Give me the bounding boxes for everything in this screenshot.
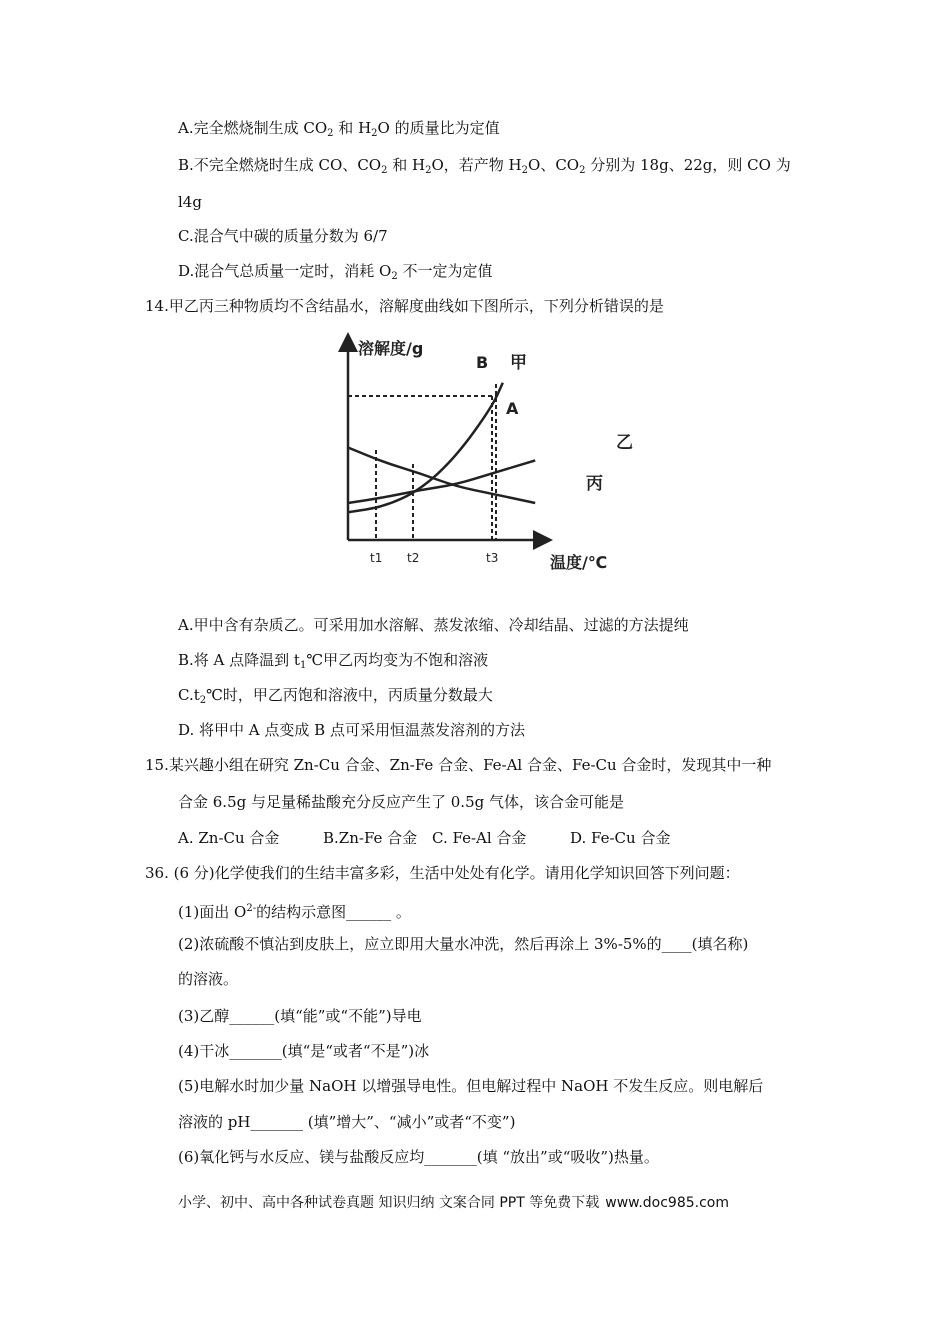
solubility-chart: [318, 332, 638, 578]
q14-c-text-2: ℃时，甲乙丙饱和溶液中，丙质量分数最大: [206, 686, 493, 704]
x-tick-t2: t2: [407, 551, 420, 565]
series-jia-curve: [348, 383, 503, 513]
q13-b-text-4: O、CO: [528, 156, 580, 174]
q13-a-text-3: O 的质量比为定值: [377, 119, 500, 137]
q15-option-d: D. Fe-Cu 合金: [570, 829, 671, 847]
x-tick-t1: t1: [370, 551, 383, 565]
q13-option-c: C.混合气中碳的质量分数为 6/7: [178, 227, 388, 245]
q13-option-a: [178, 118, 500, 144]
footer-text: 小学、初中、高中各种试卷真题 知识归纳 文案合同 PPT 等免费下载: [178, 1195, 600, 1211]
q15-stem-2: 合金 6.5g 与足量稀盐酸充分反应产生了 0.5g 气体，该合金可能是: [178, 793, 624, 811]
x-axis-label: 温度/℃: [550, 553, 608, 572]
series-yi-label: 乙: [616, 433, 633, 453]
subscript: 1: [299, 660, 307, 671]
series-jia-label: 甲: [510, 353, 527, 373]
q13-option-d: [178, 261, 492, 287]
q13-d-text-1: D.混合气总质量一定时，消耗 O: [178, 262, 392, 280]
q14-option-b: [178, 650, 488, 676]
q13-option-b-cont: l4g: [178, 193, 202, 211]
q14-option-a: A.甲中含有杂质乙。可采用加水溶解、蒸发浓缩、冷却结晶、过滤的方法提纯: [178, 616, 689, 634]
q13-option-b: [178, 155, 791, 181]
q14-b-text-1: B.将 A 点降温到 t: [178, 651, 300, 669]
q13-a-text-1: A.完全燃烧制生成 CO: [178, 119, 328, 137]
q14-option-c: [178, 685, 493, 711]
point-b-label: B: [476, 353, 489, 372]
q14-c-text-1: C.t: [178, 686, 200, 704]
y-axis-label: 溶解度/g: [358, 339, 424, 358]
subscript: 2: [381, 165, 388, 176]
q36-stem: 36. (6 分)化学使我们的生结丰富多彩，生活中处处有化学。请用化学知识回答下列问题：: [145, 864, 740, 882]
q14-option-d: D. 将甲中 A 点变成 B 点可采用恒温蒸发溶剂的方法: [178, 721, 525, 739]
q15-option-a: A. Zn-Cu 合金: [178, 829, 280, 847]
subscript: 2: [391, 271, 398, 282]
subscript: 2: [327, 128, 334, 139]
point-a-label: A: [506, 399, 519, 418]
subscript: 2: [371, 128, 378, 139]
q36-1-text-2: 的结构示意图______ 。: [256, 903, 411, 921]
q15-stem-1: 15.某兴趣小组在研究 Zn-Cu 合金、Zn-Fe 合金、Fe-Al 合金、Fe-Cu 合金时，发现其中一种: [145, 756, 772, 774]
q13-d-text-2: 不一定为定值: [397, 262, 493, 280]
subscript: 2: [199, 695, 207, 706]
q13-a-text-2: 和 H: [333, 119, 372, 137]
q14-b-text-2: ℃甲乙丙均变为不饱和溶液: [306, 651, 489, 669]
q15-option-c: C. Fe-Al 合金: [432, 829, 527, 847]
subscript: 2: [579, 165, 586, 176]
subscript: 2: [425, 165, 432, 176]
q13-b-text-1: B.不完全燃烧时生成 CO、CO: [178, 156, 382, 174]
q15-option-b: B.Zn-Fe 合金: [323, 829, 418, 847]
footer-link[interactable]: www.doc985.com: [605, 1195, 729, 1211]
subscript: 2: [521, 165, 529, 176]
q36-sub-5a: (5)电解水时加少量 NaOH 以增强导电性。但电解过程中 NaOH 不发生反应。则电解后: [178, 1077, 764, 1095]
q36-sub-2b: 的溶液。: [178, 970, 239, 988]
q36-sub-6: (6)氧化钙与水反应、镁与盐酸反应均_______(填 “放出”或“吸收”)热量。: [178, 1148, 659, 1166]
q36-sub-4: (4)干冰_______(填“是“或者“不是”)冰: [178, 1042, 430, 1060]
footer: [178, 1192, 729, 1212]
q36-sub-1: [178, 899, 411, 922]
q13-b-text-2: 和 H: [387, 156, 426, 174]
q36-sub-2a: (2)浓硫酸不慎沾到皮肤上，应立即用大量水冲洗，然后再涂上 3%-5%的____(填名称): [178, 935, 749, 953]
q13-b-text-3: O，若产物 H: [431, 156, 522, 174]
x-tick-t3: t3: [486, 551, 499, 565]
q36-sub-3: (3)乙醇______(填“能”或“不能”)导电: [178, 1007, 422, 1025]
series-bing-label: 丙: [586, 474, 603, 494]
q36-sub-5b: 溶液的 pH_______ (填”增大”、“减小”或者“不变”): [178, 1113, 516, 1131]
q14-stem: 14.甲乙丙三种物质均不含结晶水，溶解度曲线如下图所示，下列分析错误的是: [145, 297, 664, 315]
q13-b-text-5: 分别为 18g、22g，则 CO 为: [585, 156, 791, 174]
superscript: 2-: [246, 903, 257, 914]
q36-1-text-1: (1)面出 O: [178, 903, 247, 921]
